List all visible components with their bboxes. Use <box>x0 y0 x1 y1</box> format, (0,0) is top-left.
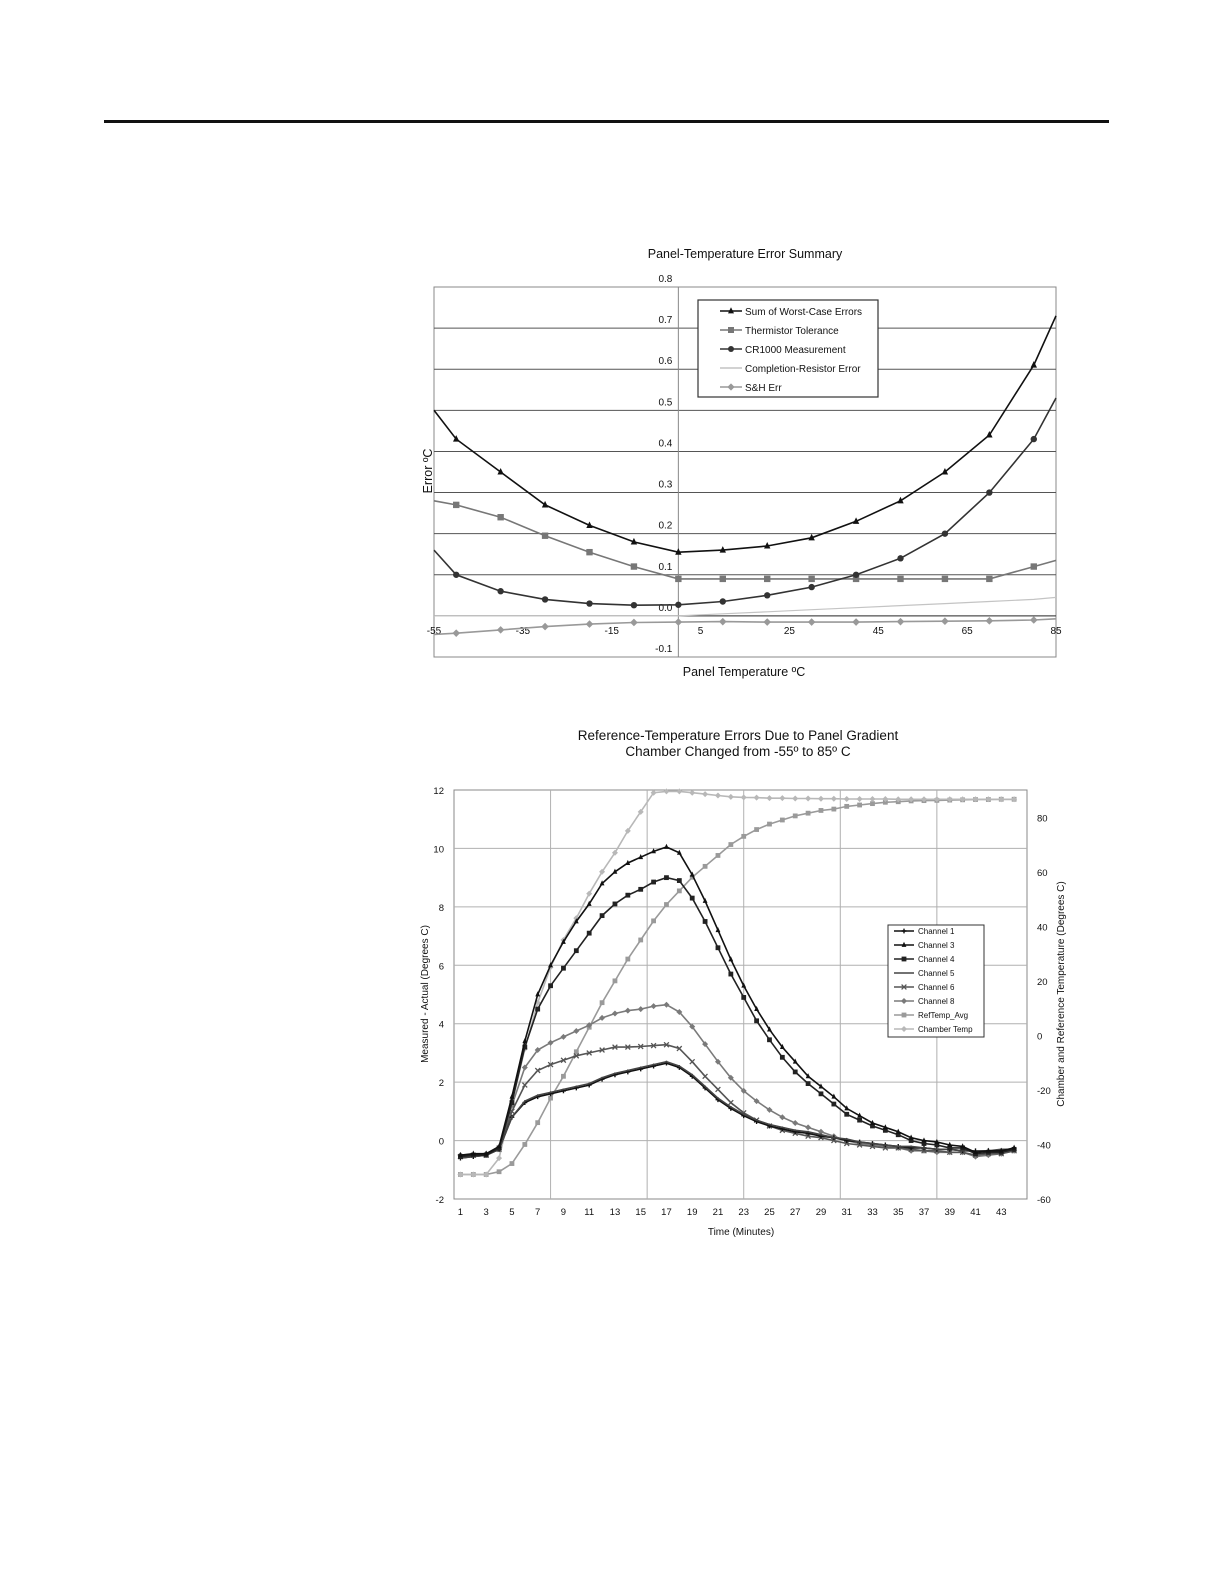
chart2-point-reftemp-avg <box>844 804 849 809</box>
chart1-point-cr1000-measurement <box>986 489 992 495</box>
chart2-legend <box>888 925 984 1037</box>
chart2-y2-tick-label: 20 <box>1037 976 1048 988</box>
chart1-point-cr1000-measurement <box>497 588 503 594</box>
chart1-y-tick-label: 0.1 <box>658 561 673 573</box>
chart1-point-thermistor-tolerance <box>897 576 903 582</box>
chart1-point-thermistor-tolerance <box>453 502 459 508</box>
chart2-legend-label: Chamber Temp <box>918 1025 973 1034</box>
chart1-y-axis-label: Error ºC <box>421 448 435 494</box>
chart1-point-thermistor-tolerance <box>986 576 992 582</box>
chart2-point-channel-4 <box>664 875 669 880</box>
chart2-point-reftemp-avg <box>651 918 656 923</box>
chart1-y-tick-label: 0.0 <box>658 602 673 614</box>
chart2-point-reftemp-avg <box>613 978 618 983</box>
chart2-point-channel-4 <box>677 878 682 883</box>
chart1-y-tick-label: 0.7 <box>658 315 673 327</box>
chart2-left-y-tick-labels <box>433 786 444 1206</box>
chart1-x-tick-label: -15 <box>604 625 619 637</box>
chart2-point-channel-4 <box>857 1118 862 1123</box>
chart2-point-reftemp-avg <box>522 1142 527 1147</box>
chart2-x-tick-label: 29 <box>815 1207 827 1218</box>
chart2-y2-tick-label: -40 <box>1037 1140 1051 1152</box>
chart2-right-y-tick-labels <box>1037 813 1051 1206</box>
chart1-point-cr1000-measurement <box>942 530 948 536</box>
chart2-point-channel-4 <box>587 931 592 936</box>
chart2-y2-axis-label: Chamber and Reference Temperature (Degrees C) <box>1056 881 1067 1107</box>
chart2-x-tick-label: 3 <box>483 1207 489 1218</box>
chart2-point-channel-4 <box>844 1112 849 1117</box>
chart2-point-channel-4 <box>690 896 695 901</box>
chart2-y-tick-label: 6 <box>438 961 444 973</box>
chart2-x-tick-label: 23 <box>738 1207 750 1218</box>
chart2-x-tick-label: 35 <box>892 1207 904 1218</box>
chart1-point-thermistor-tolerance <box>675 576 681 582</box>
chart1-point-thermistor-tolerance <box>764 576 770 582</box>
chart1-point-thermistor-tolerance <box>586 549 592 555</box>
chart2-point-reftemp-avg <box>625 957 630 962</box>
chart2-x-tick-label: 31 <box>841 1207 853 1218</box>
chart2-point-channel-4 <box>600 913 605 918</box>
chart1-point-thermistor-tolerance <box>542 533 548 539</box>
chart2-y2-tick-label: 60 <box>1037 867 1048 879</box>
chart2-point-reftemp-avg <box>677 888 682 893</box>
chart2-legend-label: Channel 8 <box>918 997 955 1006</box>
chart2-legend-label: Channel 4 <box>918 955 955 964</box>
chart1-point-cr1000-measurement <box>675 602 681 608</box>
chart1-point-cr1000-measurement <box>897 555 903 561</box>
chart2-y2-tick-label: -20 <box>1037 1085 1051 1097</box>
chart2-y2-tick-label: -60 <box>1037 1195 1051 1206</box>
chart2-point-reftemp-avg <box>664 902 669 907</box>
chart2-x-tick-label: 7 <box>535 1207 541 1218</box>
chart1-y-tick-label: -0.1 <box>655 644 673 655</box>
chart2-y-tick-label: 4 <box>438 1019 444 1031</box>
chart2-x-axis-label: Time (Minutes) <box>707 1227 775 1238</box>
chart1-legend-marker <box>728 346 734 352</box>
chart2-y-tick-label: 0 <box>438 1136 444 1148</box>
chart2-point-reftemp-avg <box>831 807 836 812</box>
chart2-point-reftemp-avg <box>535 1120 540 1125</box>
chart2-x-tick-label: 27 <box>789 1207 801 1218</box>
chart1-point-thermistor-tolerance <box>808 576 814 582</box>
chart2-point-channel-4 <box>831 1102 836 1107</box>
chart1-point-cr1000-measurement <box>720 598 726 604</box>
chart1-point-thermistor-tolerance <box>631 563 637 569</box>
chart2-point-channel-4 <box>625 893 630 898</box>
chart2-legend-label: Channel 6 <box>918 983 955 992</box>
chart1-legend-label: Thermistor Tolerance <box>745 326 839 337</box>
chart1-legend-label: Completion-Resistor Error <box>745 364 861 375</box>
chart2-point-channel-4 <box>780 1055 785 1060</box>
chart2-point-channel-4 <box>754 1018 759 1023</box>
chart2-point-reftemp-avg <box>741 834 746 839</box>
chart2-y2-tick-label: 0 <box>1037 1031 1043 1043</box>
chart1-x-tick-label: 85 <box>1050 625 1062 637</box>
chart2-y2-tick-label: 40 <box>1037 922 1048 934</box>
chart1-point-cr1000-measurement <box>586 600 592 606</box>
chart1-y-tick-label: 0.5 <box>658 397 673 409</box>
chart1-point-cr1000-measurement <box>631 602 637 608</box>
chart2-point-channel-4 <box>561 966 566 971</box>
chart2-point-reftemp-avg <box>819 808 824 813</box>
chart2-point-channel-4 <box>793 1070 798 1075</box>
chart2-x-tick-label: 25 <box>764 1207 775 1218</box>
chart2-legend-marker <box>902 957 907 962</box>
chart2-y-tick-label: -2 <box>435 1195 444 1206</box>
chart2-point-channel-4 <box>806 1081 811 1086</box>
chart1-x-tick-label: -35 <box>515 625 531 637</box>
chart2-x-tick-label: 11 <box>584 1207 595 1218</box>
chart1-y-tick-label: 0.6 <box>658 356 673 368</box>
chart2-legend-label: RefTemp_Avg <box>918 1011 969 1020</box>
chart2-x-tick-label: 15 <box>635 1207 646 1218</box>
chart1-legend-label: S&H Err <box>745 383 782 394</box>
chart1-point-thermistor-tolerance <box>942 576 948 582</box>
chart2-x-tick-label: 33 <box>867 1207 878 1218</box>
chart2-title: Reference-Temperature Errors Due to Panel Gradient <box>577 728 899 743</box>
chart2-point-reftemp-avg <box>857 803 862 808</box>
chart2-x-tick-label: 19 <box>686 1207 698 1218</box>
chart2-y-tick-label: 10 <box>433 844 444 856</box>
panel-temperature-error-chart <box>421 247 1062 679</box>
chart1-x-tick-label: 65 <box>961 625 973 637</box>
chart2-x-tick-label: 9 <box>560 1207 567 1218</box>
chart1-point-cr1000-measurement <box>764 592 770 598</box>
chart2-point-reftemp-avg <box>767 822 772 827</box>
chart1-point-thermistor-tolerance <box>720 576 726 582</box>
chart2-point-reftemp-avg <box>793 814 798 819</box>
chart1-y-tick-label: 0.8 <box>658 274 673 285</box>
chart1-x-tick-label: -55 <box>426 625 442 637</box>
chart2-point-reftemp-avg <box>561 1074 566 1079</box>
chart2-x-tick-label: 17 <box>661 1207 672 1218</box>
chart1-point-cr1000-measurement <box>853 572 859 578</box>
chart1-point-cr1000-measurement <box>453 572 459 578</box>
chart2-y-axis-label: Measured - Actual (Degrees C) <box>420 925 431 1063</box>
chart2-point-reftemp-avg <box>548 1096 553 1101</box>
chart2-x-tick-label: 41 <box>970 1207 981 1218</box>
chart1-point-cr1000-measurement <box>808 584 814 590</box>
chart2-x-tick-label: 43 <box>995 1207 1007 1218</box>
chart2-point-channel-4 <box>574 948 579 953</box>
chart2-y2-tick-label: 80 <box>1037 813 1048 825</box>
chart2-point-channel-4 <box>535 1007 540 1012</box>
chart1-point-cr1000-measurement <box>542 596 548 602</box>
chart1-y-tick-label: 0.2 <box>658 520 673 532</box>
chart2-point-reftemp-avg <box>728 842 733 847</box>
chart2-point-reftemp-avg <box>806 811 811 816</box>
chart1-y-tick-label: 0.3 <box>658 479 673 491</box>
chart2-legend-label: Channel 1 <box>918 927 955 936</box>
chart2-point-channel-4 <box>651 880 656 885</box>
chart2-point-channel-4 <box>703 919 708 924</box>
chart1-title: Panel-Temperature Error Summary <box>647 247 843 261</box>
chart1-point-thermistor-tolerance <box>497 514 503 520</box>
chart2-point-reftemp-avg <box>497 1169 502 1174</box>
chart2-point-reftemp-avg <box>600 1000 605 1005</box>
chart2-x-tick-label: 13 <box>609 1207 621 1218</box>
chart2-point-reftemp-avg <box>638 938 643 943</box>
reference-temperature-error-chart <box>420 728 1067 1238</box>
chart1-legend-marker <box>728 327 734 333</box>
chart2-subtitle: Chamber Changed from -55º to 85º C <box>625 744 851 759</box>
chart2-point-channel-4 <box>638 887 643 892</box>
chart2-point-reftemp-avg <box>716 853 721 858</box>
chart2-x-tick-label: 21 <box>712 1207 724 1218</box>
chart2-point-channel-4 <box>548 983 553 988</box>
chart2-point-reftemp-avg <box>703 864 708 869</box>
chart2-legend-marker <box>902 1013 907 1018</box>
chart1-x-axis-label: Panel Temperature ºC <box>682 665 806 679</box>
chart2-point-reftemp-avg <box>780 818 785 823</box>
chart2-y-tick-label: 2 <box>438 1078 444 1090</box>
chart2-point-channel-4 <box>819 1091 824 1096</box>
chart2-legend-label: Channel 3 <box>918 941 955 950</box>
chart2-point-reftemp-avg <box>510 1161 515 1166</box>
chart1-x-tick-label: 45 <box>872 625 884 637</box>
chart1-legend-label: Sum of Worst-Case Errors <box>745 307 863 318</box>
chart2-point-channel-4 <box>741 995 746 1000</box>
chart1-legend-label: CR1000 Measurement <box>745 345 846 356</box>
chart2-x-tick-labels <box>458 1207 1007 1218</box>
chart2-y-tick-label: 12 <box>433 786 444 797</box>
chart2-point-channel-4 <box>716 945 721 950</box>
chart2-x-tick-label: 5 <box>509 1207 515 1218</box>
chart1-point-thermistor-tolerance <box>1031 563 1037 569</box>
chart1-x-tick-label: 25 <box>783 625 795 637</box>
chart1-legend <box>698 300 878 397</box>
chart1-y-tick-label: 0.4 <box>658 438 673 450</box>
chart2-x-tick-label: 39 <box>944 1207 956 1218</box>
chart2-point-channel-4 <box>613 902 618 907</box>
chart2-y-tick-label: 8 <box>438 902 444 914</box>
chart2-legend-label: Channel 5 <box>918 969 955 978</box>
chart2-point-channel-4 <box>728 972 733 977</box>
chart2-x-tick-label: 1 <box>457 1207 464 1218</box>
chart2-point-channel-4 <box>767 1037 772 1042</box>
chart2-point-reftemp-avg <box>754 827 759 832</box>
chart1-point-cr1000-measurement <box>1031 436 1037 442</box>
chart1-x-tick-label: 5 <box>697 625 704 637</box>
chart2-x-tick-label: 37 <box>918 1207 930 1218</box>
